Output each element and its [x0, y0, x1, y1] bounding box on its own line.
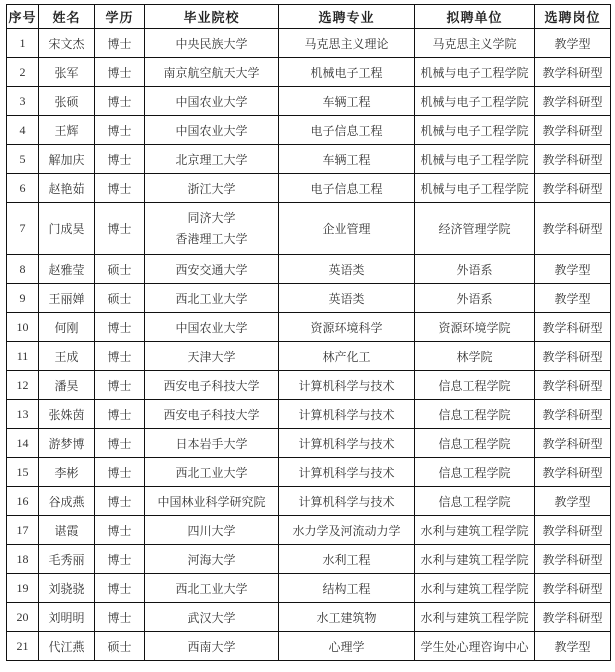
- cell-school: 北京理工大学: [145, 145, 279, 174]
- cell-major: 计算机科学与技术: [279, 371, 415, 400]
- cell-major: 机械电子工程: [279, 58, 415, 87]
- cell-major: 马克思主义理论: [279, 29, 415, 58]
- table-row: [7, 284, 611, 313]
- cell-degree: 博士: [95, 203, 145, 255]
- cell-major: 计算机科学与技术: [279, 429, 415, 458]
- cell-unit: 经济管理学院: [415, 203, 535, 255]
- cell-degree: 博士: [95, 487, 145, 516]
- table-row: [7, 313, 611, 342]
- cell-no: 12: [7, 371, 39, 400]
- table-row: [7, 58, 611, 87]
- cell-degree: 博士: [95, 545, 145, 574]
- cell-major: 资源环境科学: [279, 313, 415, 342]
- cell-degree: 博士: [95, 429, 145, 458]
- cell-post: 教学科研型: [535, 313, 611, 342]
- cell-degree: 博士: [95, 603, 145, 632]
- cell-degree: 博士: [95, 516, 145, 545]
- cell-no: 5: [7, 145, 39, 174]
- cell-name: 赵雅莹: [39, 255, 95, 284]
- cell-no: 13: [7, 400, 39, 429]
- cell-name: 张姝茵: [39, 400, 95, 429]
- cell-post: 教学科研型: [535, 371, 611, 400]
- cell-post: 教学型: [535, 29, 611, 58]
- table-row: [7, 574, 611, 603]
- cell-school: [145, 203, 279, 255]
- cell-no: 1: [7, 29, 39, 58]
- cell-post: 教学型: [535, 284, 611, 313]
- cell-no: 9: [7, 284, 39, 313]
- cell-name: 潘昊: [39, 371, 95, 400]
- cell-no: 8: [7, 255, 39, 284]
- cell-degree: 博士: [95, 29, 145, 58]
- cell-post: 教学科研型: [535, 87, 611, 116]
- cell-name: 张军: [39, 58, 95, 87]
- cell-major: 车辆工程: [279, 87, 415, 116]
- cell-name: 代江燕: [39, 632, 95, 661]
- table-row: [7, 371, 611, 400]
- cell-degree: 博士: [95, 400, 145, 429]
- cell-name: 解加庆: [39, 145, 95, 174]
- column-header-no: 序号: [7, 5, 39, 29]
- table-row: [7, 516, 611, 545]
- cell-school: 河海大学: [145, 545, 279, 574]
- cell-post: 教学科研型: [535, 458, 611, 487]
- cell-degree: 博士: [95, 116, 145, 145]
- cell-major: 林产化工: [279, 342, 415, 371]
- table-row: [7, 145, 611, 174]
- cell-name: 游梦博: [39, 429, 95, 458]
- cell-school: 中国农业大学: [145, 87, 279, 116]
- cell-no: 19: [7, 574, 39, 603]
- cell-no: 11: [7, 342, 39, 371]
- cell-unit: 资源环境学院: [415, 313, 535, 342]
- cell-degree: 博士: [95, 145, 145, 174]
- cell-unit: 外语系: [415, 255, 535, 284]
- cell-major: 英语类: [279, 284, 415, 313]
- cell-school: 西南大学: [145, 632, 279, 661]
- cell-school: 中国农业大学: [145, 313, 279, 342]
- column-header-unit: 拟聘单位: [415, 5, 535, 29]
- header-row: [7, 5, 611, 29]
- table-row: [7, 429, 611, 458]
- cell-major: 心理学: [279, 632, 415, 661]
- column-header-major: 选聘专业: [279, 5, 415, 29]
- cell-name: 宋文杰: [39, 29, 95, 58]
- cell-name: 刘骁骁: [39, 574, 95, 603]
- column-header-post: 选聘岗位: [535, 5, 611, 29]
- cell-major: 水利工程: [279, 545, 415, 574]
- cell-no: 3: [7, 87, 39, 116]
- cell-unit: 机械与电子工程学院: [415, 87, 535, 116]
- cell-unit: 信息工程学院: [415, 487, 535, 516]
- cell-name: 谷成燕: [39, 487, 95, 516]
- cell-no: 14: [7, 429, 39, 458]
- cell-no: 4: [7, 116, 39, 145]
- cell-unit: 水利与建筑工程学院: [415, 603, 535, 632]
- cell-name: 王成: [39, 342, 95, 371]
- cell-name: 何刚: [39, 313, 95, 342]
- cell-post: 教学科研型: [535, 116, 611, 145]
- cell-name: 王辉: [39, 116, 95, 145]
- cell-name: 王丽婵: [39, 284, 95, 313]
- cell-name: 毛秀丽: [39, 545, 95, 574]
- cell-unit: 马克思主义学院: [415, 29, 535, 58]
- cell-unit: 水利与建筑工程学院: [415, 516, 535, 545]
- column-header-degree: 学历: [95, 5, 145, 29]
- cell-unit: 信息工程学院: [415, 458, 535, 487]
- cell-no: 7: [7, 203, 39, 255]
- cell-post: 教学科研型: [535, 145, 611, 174]
- cell-degree: 博士: [95, 313, 145, 342]
- cell-unit: 水利与建筑工程学院: [415, 545, 535, 574]
- cell-unit: 学生处心理咨询中心: [415, 632, 535, 661]
- cell-degree: 硕士: [95, 255, 145, 284]
- cell-degree: 博士: [95, 174, 145, 203]
- cell-post: 教学型: [535, 632, 611, 661]
- recruitment-table: [6, 4, 611, 661]
- column-header-name: 姓名: [39, 5, 95, 29]
- cell-post: 教学科研型: [535, 545, 611, 574]
- cell-school: 武汉大学: [145, 603, 279, 632]
- cell-no: 6: [7, 174, 39, 203]
- cell-no: 20: [7, 603, 39, 632]
- cell-school: 浙江大学: [145, 174, 279, 203]
- cell-degree: 博士: [95, 58, 145, 87]
- cell-unit: 机械与电子工程学院: [415, 174, 535, 203]
- cell-name: 李彬: [39, 458, 95, 487]
- table-body: [7, 29, 611, 661]
- cell-school: 中国林业科学研究院: [145, 487, 279, 516]
- table-row: [7, 116, 611, 145]
- table-row: [7, 255, 611, 284]
- cell-unit: 信息工程学院: [415, 400, 535, 429]
- cell-school: 南京航空航天大学: [145, 58, 279, 87]
- cell-major: 企业管理: [279, 203, 415, 255]
- cell-major: 电子信息工程: [279, 174, 415, 203]
- cell-no: 18: [7, 545, 39, 574]
- cell-major: 电子信息工程: [279, 116, 415, 145]
- cell-major: 车辆工程: [279, 145, 415, 174]
- cell-school: 西北工业大学: [145, 458, 279, 487]
- cell-unit: 机械与电子工程学院: [415, 116, 535, 145]
- cell-school: 西安电子科技大学: [145, 400, 279, 429]
- cell-post: 教学科研型: [535, 174, 611, 203]
- cell-post: 教学型: [535, 487, 611, 516]
- cell-post: 教学型: [535, 255, 611, 284]
- cell-degree: 博士: [95, 458, 145, 487]
- table-row: [7, 458, 611, 487]
- table-row: [7, 174, 611, 203]
- cell-school: 西安交通大学: [145, 255, 279, 284]
- table-row: [7, 29, 611, 58]
- cell-name: 刘明明: [39, 603, 95, 632]
- cell-degree: 博士: [95, 342, 145, 371]
- cell-school: 四川大学: [145, 516, 279, 545]
- cell-post: 教学科研型: [535, 342, 611, 371]
- cell-no: 10: [7, 313, 39, 342]
- table-row: [7, 545, 611, 574]
- cell-no: 17: [7, 516, 39, 545]
- table-row: [7, 87, 611, 116]
- cell-school: 西安电子科技大学: [145, 371, 279, 400]
- cell-post: 教学科研型: [535, 574, 611, 603]
- table-row: [7, 342, 611, 371]
- cell-school: 西北工业大学: [145, 574, 279, 603]
- cell-school: 西北工业大学: [145, 284, 279, 313]
- cell-unit: 信息工程学院: [415, 429, 535, 458]
- table-row: [7, 203, 611, 255]
- cell-post: 教学科研型: [535, 58, 611, 87]
- cell-major: 计算机科学与技术: [279, 400, 415, 429]
- cell-major: 计算机科学与技术: [279, 487, 415, 516]
- cell-school-line: 同济大学: [187, 211, 236, 225]
- cell-unit: 水利与建筑工程学院: [415, 574, 535, 603]
- cell-major: 水力学及河流动力学: [279, 516, 415, 545]
- cell-post: 教学科研型: [535, 516, 611, 545]
- cell-name: 张硕: [39, 87, 95, 116]
- cell-no: 16: [7, 487, 39, 516]
- cell-no: 21: [7, 632, 39, 661]
- table-row: [7, 632, 611, 661]
- table-row: [7, 487, 611, 516]
- cell-unit: 机械与电子工程学院: [415, 145, 535, 174]
- cell-unit: 林学院: [415, 342, 535, 371]
- cell-school: 中国农业大学: [145, 116, 279, 145]
- cell-school: 日本岩手大学: [145, 429, 279, 458]
- cell-major: 计算机科学与技术: [279, 458, 415, 487]
- cell-degree: 硕士: [95, 632, 145, 661]
- cell-unit: 外语系: [415, 284, 535, 313]
- cell-school: 中央民族大学: [145, 29, 279, 58]
- cell-name: 赵艳茹: [39, 174, 95, 203]
- cell-name: 谌霞: [39, 516, 95, 545]
- cell-major: 结构工程: [279, 574, 415, 603]
- cell-no: 15: [7, 458, 39, 487]
- cell-degree: 博士: [95, 371, 145, 400]
- cell-major: 水工建筑物: [279, 603, 415, 632]
- cell-school-line: 香港理工大学: [175, 232, 248, 246]
- cell-school: 天津大学: [145, 342, 279, 371]
- table-row: [7, 400, 611, 429]
- table-row: [7, 603, 611, 632]
- cell-no: 2: [7, 58, 39, 87]
- cell-post: 教学科研型: [535, 203, 611, 255]
- cell-degree: 博士: [95, 87, 145, 116]
- cell-name: 门成昊: [39, 203, 95, 255]
- column-header-school: 毕业院校: [145, 5, 279, 29]
- cell-post: 教学科研型: [535, 603, 611, 632]
- cell-post: 教学科研型: [535, 429, 611, 458]
- cell-post: 教学科研型: [535, 400, 611, 429]
- cell-degree: 博士: [95, 574, 145, 603]
- cell-unit: 信息工程学院: [415, 371, 535, 400]
- cell-major: 英语类: [279, 255, 415, 284]
- cell-degree: 硕士: [95, 284, 145, 313]
- cell-unit: 机械与电子工程学院: [415, 58, 535, 87]
